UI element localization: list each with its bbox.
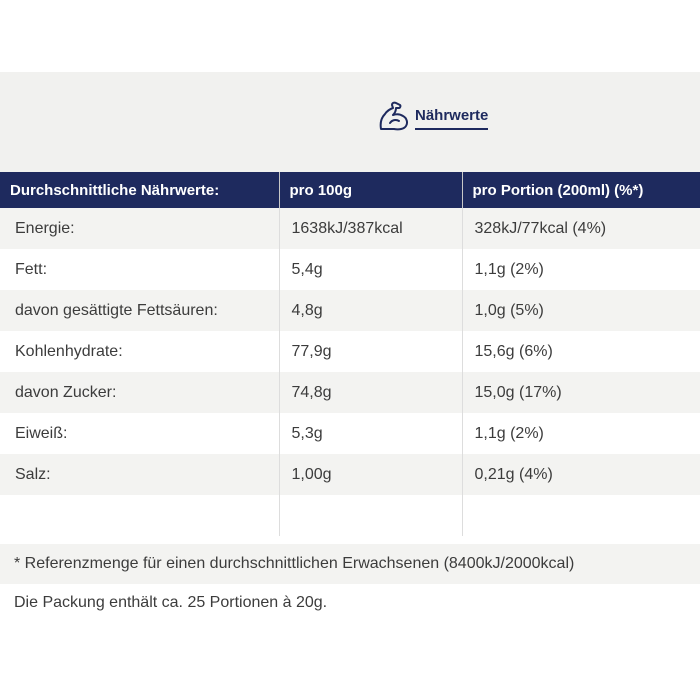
nutrient-name: davon Zucker: xyxy=(0,372,279,413)
value-per-portion: 1,1g (2%) xyxy=(462,413,700,454)
table-header-row xyxy=(0,172,700,208)
nutrient-name: Eiweiß: xyxy=(0,413,279,454)
table-row xyxy=(0,290,700,331)
package-note: Die Packung enthält ca. 25 Portionen à 20g. xyxy=(14,594,328,611)
table-row xyxy=(0,331,700,372)
table-row xyxy=(0,413,700,454)
header-per-100g: pro 100g xyxy=(279,172,462,208)
reference-footnote: * Referenzmenge für einen durchschnittlichen Erwachsenen (8400kJ/2000kcal) xyxy=(0,544,700,584)
value-per-100g: 1638kJ/387kcal xyxy=(279,208,462,249)
value-per-100g: 77,9g xyxy=(279,331,462,372)
brand-label: Nährwerte xyxy=(415,107,488,130)
value-per-portion: 15,0g (17%) xyxy=(462,372,700,413)
nutrient-name: Salz: xyxy=(0,454,279,495)
table-row xyxy=(0,249,700,290)
value-per-portion: 1,0g (5%) xyxy=(462,290,700,331)
value-per-100g: 5,3g xyxy=(279,413,462,454)
table-row xyxy=(0,208,700,249)
header-band xyxy=(0,72,700,172)
flexed-arm-icon xyxy=(377,99,411,133)
header-per-portion: pro Portion (200ml) (%*) xyxy=(462,172,700,208)
value-per-portion: 1,1g (2%) xyxy=(462,249,700,290)
header-nutrient: Durchschnittliche Nährwerte: xyxy=(0,172,279,208)
nutrient-name: Fett: xyxy=(0,249,279,290)
value-per-100g: 74,8g xyxy=(279,372,462,413)
value-per-100g: 4,8g xyxy=(279,290,462,331)
nutrient-name: Energie: xyxy=(0,208,279,249)
value-per-100g: 1,00g xyxy=(279,454,462,495)
nutrition-table xyxy=(0,172,700,536)
value-per-portion: 15,6g (6%) xyxy=(462,331,700,372)
nutrient-name: davon gesättigte Fettsäuren: xyxy=(0,290,279,331)
value-per-portion: 0,21g (4%) xyxy=(462,454,700,495)
table-row xyxy=(0,454,700,495)
value-per-100g: 5,4g xyxy=(279,249,462,290)
value-per-portion: 328kJ/77kcal (4%) xyxy=(462,208,700,249)
table-row-empty xyxy=(0,495,700,536)
brand-heading xyxy=(377,96,488,136)
table-row xyxy=(0,372,700,413)
nutrient-name: Kohlenhydrate: xyxy=(0,331,279,372)
